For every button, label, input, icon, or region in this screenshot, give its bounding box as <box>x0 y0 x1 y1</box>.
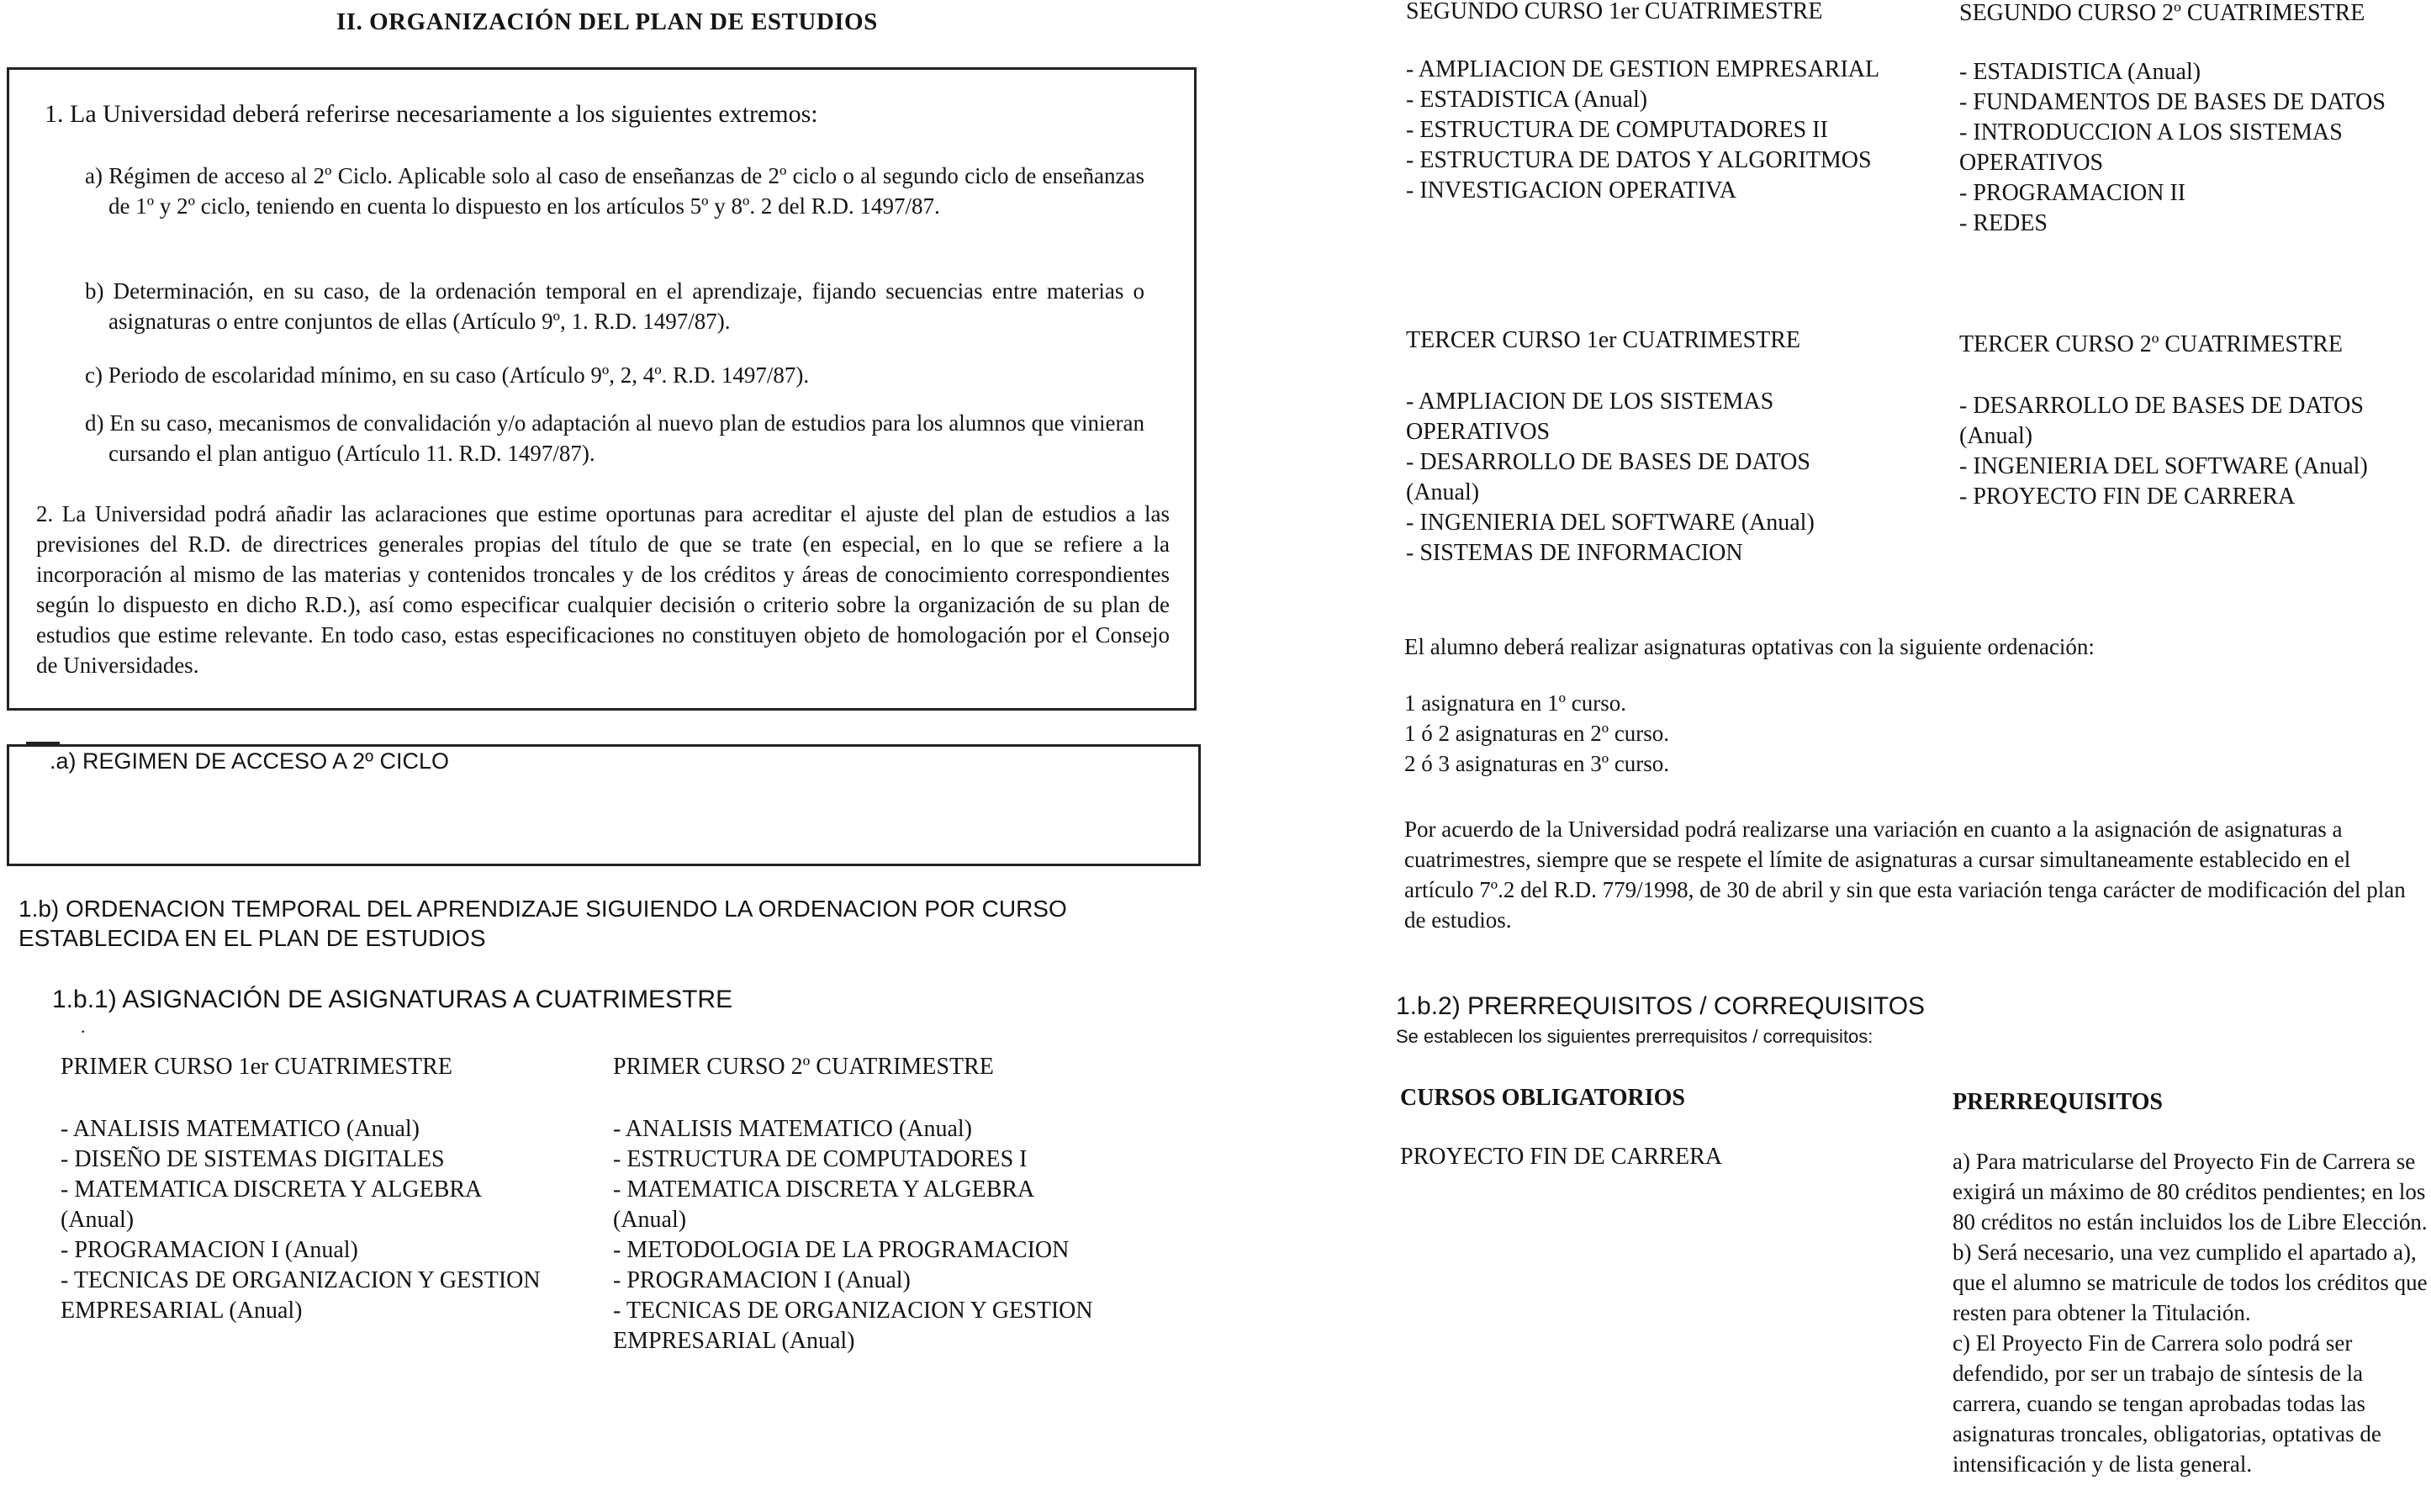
primer-1-heading: PRIMER CURSO 1er CUATRIMESTRE <box>61 1054 452 1080</box>
prerreq-requirements <box>1953 1146 2430 1479</box>
segundo-2-heading: SEGUNDO CURSO 2º CUATRIMESTRE <box>1959 0 2365 26</box>
box-tick-mark <box>26 742 60 744</box>
optativas-acuerdo: Por acuerdo de la Universidad podrá realizarse una variación en cuanto a la asignación de asignaturas a cuatrimestres, siempre que se respete el límite de asignaturas a cursar simultaneamente establecido en el artículo 7º.2 del R.D. 779/1998, de 30 de abril y sin que esta variación tenga carácter de modificación del plan de estudios. <box>1404 817 2406 933</box>
requirement-c: c) El Proyecto Fin de Carrera solo podrá ser defendido, por ser un trabajo de síntesis de la carrera, cuando se tengan aprobadas todas las asignaturas troncales, obligatorias, optativas de intensificación y de lista general. <box>1953 1330 2381 1477</box>
list-item: - ANALISIS MATEMATICO (Anual) <box>613 1116 972 1142</box>
segundo-2-list <box>1959 57 2413 239</box>
list-item: - PROGRAMACION I (Anual) <box>613 1267 911 1293</box>
segundo-1-list <box>1406 55 1885 206</box>
primer-2-list <box>613 1114 1109 1356</box>
requirement-b: b) Será necesario, una vez cumplido el apartado a), que el alumno se matricule de todos los créditos que resten para obtener la Titulación. <box>1953 1240 2428 1325</box>
instruction-item-c: c) Periodo de escolaridad mínimo, en su caso (Artículo 9º, 2, 4º. R.D. 1497/87). <box>85 362 810 388</box>
instruction-point-1: 1. La Universidad deberá referirse necesariamente a los siguientes extremos: <box>45 100 818 128</box>
list-item: - ESTRUCTURA DE COMPUTADORES II <box>1406 117 1828 143</box>
prerreq-heading: 1.b.2) PRERREQUISITOS / CORREQUISITOS <box>1396 992 1926 1020</box>
instructions-box <box>7 67 1197 711</box>
list-item: - TECNICAS DE ORGANIZACION Y GESTION EMPRESARIAL (Anual) <box>61 1267 541 1324</box>
prerrequisitos-heading: PRERREQUISITOS <box>1953 1089 2164 1115</box>
list-item: 2 ó 3 asignaturas en 3º curso. <box>1404 751 1670 776</box>
list-item: - AMPLIACION DE LOS SISTEMAS OPERATIVOS <box>1406 389 1774 445</box>
list-item: 1 ó 2 asignaturas en 2º curso. <box>1404 721 1670 746</box>
list-item: - ESTADISTICA (Anual) <box>1959 59 2201 85</box>
prerreq-sub: Se establecen los siguientes prerrequisitos / correquisitos: <box>1396 1026 1873 1047</box>
tercer-1-list <box>1406 387 1885 568</box>
list-item: - FUNDAMENTOS DE BASES DE DATOS <box>1959 89 2386 115</box>
list-item: - ANALISIS MATEMATICO (Anual) <box>61 1116 420 1142</box>
segundo-1-heading: SEGUNDO CURSO 1er CUATRIMESTRE <box>1406 0 1823 24</box>
list-item: - INGENIERIA DEL SOFTWARE (Anual) <box>1959 453 2368 479</box>
tercer-2-list <box>1959 391 2422 512</box>
instruction-item-a: a) Régimen de acceso al 2º Ciclo. Aplicable solo al caso de enseñanzas de 2º ciclo o al segundo ciclo de enseñanzas de 1º y 2º ciclo, teniendo en cuenta lo dispuesto en los artículos 5º y 8º. 2 del R.D. 1497/87. <box>85 163 1144 219</box>
list-item: - MATEMATICA DISCRETA Y ALGEBRA (Anual) <box>613 1176 1033 1233</box>
list-item: - AMPLIACION DE GESTION EMPRESARIAL <box>1406 56 1880 82</box>
stray-dot: . <box>81 1016 86 1037</box>
list-item: - PROGRAMACION II <box>1959 180 2186 206</box>
tercer-1-heading: TERCER CURSO 1er CUATRIMESTRE <box>1406 327 1801 353</box>
list-item: - ESTRUCTURA DE DATOS Y ALGORITMOS <box>1406 147 1872 173</box>
instruction-point-2: 2. La Universidad podrá añadir las aclaraciones que estime oportunas para acreditar el ajuste del plan de estudios a las previsiones del R.D. de directrices generales propias del título de que se trate (en especial, en lo que se refiere a la incorporación al mismo de las materias y contenidos troncales y de los créditos y áreas de conocimiento correspondientes según lo dispuesto en dicho R.D.), así como especificar cualquier decisión o criterio sobre la organización de su plan de estudios que estime relevante. En todo caso, estas especificaciones no constituyen objeto de homologación por el Consejo de Universidades. <box>36 501 1170 678</box>
regimen-acceso-label: .a) REGIMEN DE ACCESO A 2º CICLO <box>50 748 449 774</box>
list-item: - INGENIERIA DEL SOFTWARE (Anual) <box>1406 510 1815 536</box>
list-item: - DISEÑO DE SISTEMAS DIGITALES <box>61 1146 445 1172</box>
tercer-2-heading: TERCER CURSO 2º CUATRIMESTRE <box>1959 331 2343 357</box>
list-item: - ESTADISTICA (Anual) <box>1406 87 1648 113</box>
list-item: - ESTRUCTURA DE COMPUTADORES I <box>613 1146 1028 1172</box>
section-1b-heading: 1.b) ORDENACION TEMPORAL DEL APRENDIZAJE SIGUIENDO LA ORDENACION POR CURSO ESTABLECIDA EN EL PLAN DE ESTUDIOS <box>18 896 1067 951</box>
list-item: - INVESTIGACION OPERATIVA <box>1406 177 1737 204</box>
list-item: - DESARROLLO DE BASES DE DATOS (Anual) <box>1406 449 1810 505</box>
list-item: - REDES <box>1959 210 2048 236</box>
cursos-obligatorios-heading: CURSOS OBLIGATORIOS <box>1400 1085 1685 1111</box>
list-item: - METODOLOGIA DE LA PROGRAMACION <box>613 1237 1070 1263</box>
optativas-intro: El alumno deberá realizar asignaturas optativas con la siguiente ordenación: <box>1404 634 2095 659</box>
list-item: - INTRODUCCION A LOS SISTEMAS OPERATIVOS <box>1959 119 2343 176</box>
list-item: 1 asignatura en 1º curso. <box>1404 690 1627 716</box>
list-item: - SISTEMAS DE INFORMACION <box>1406 540 1743 566</box>
list-item: - PROYECTO FIN DE CARRERA <box>1959 484 2296 510</box>
regimen-acceso-box <box>7 744 1201 866</box>
instruction-item-b: b) Determinación, en su caso, de la ordenación temporal en el aprendizaje, fijando secuencias entre materias o asignaturas o entre conjuntos de ellas (Artículo 9º, 1. R.D. 1497/87). <box>85 278 1144 334</box>
optativas-lines <box>1404 688 1993 779</box>
list-item: - DESARROLLO DE BASES DE DATOS (Anual) <box>1959 393 2364 449</box>
list-item: - TECNICAS DE ORGANIZACION Y GESTION EMPRESARIAL (Anual) <box>613 1298 1093 1354</box>
requirement-a: a) Para matricularse del Proyecto Fin de Carrera se exigirá un máximo de 80 créditos pendientes; en los 80 créditos no están incluidos los de Libre Elección. <box>1953 1149 2428 1234</box>
page-title: II. ORGANIZACIÓN DEL PLAN DE ESTUDIOS <box>336 8 878 35</box>
section-1b1-heading: 1.b.1) ASIGNACIÓN DE ASIGNATURAS A CUATRIMESTRE <box>52 986 733 1013</box>
proyecto-course: PROYECTO FIN DE CARRERA <box>1400 1144 1722 1170</box>
list-item: - PROGRAMACION I (Anual) <box>61 1237 358 1263</box>
list-item: - MATEMATICA DISCRETA Y ALGEBRA (Anual) <box>61 1176 481 1233</box>
instruction-item-d: d) En su caso, mecanismos de convalidación y/o adaptación al nuevo plan de estudios para los alumnos que vinieran cursando el plan antiguo (Artículo 11. R.D. 1497/87). <box>85 410 1144 466</box>
primer-2-heading: PRIMER CURSO 2º CUATRIMESTRE <box>613 1054 994 1080</box>
primer-1-list <box>61 1114 548 1326</box>
